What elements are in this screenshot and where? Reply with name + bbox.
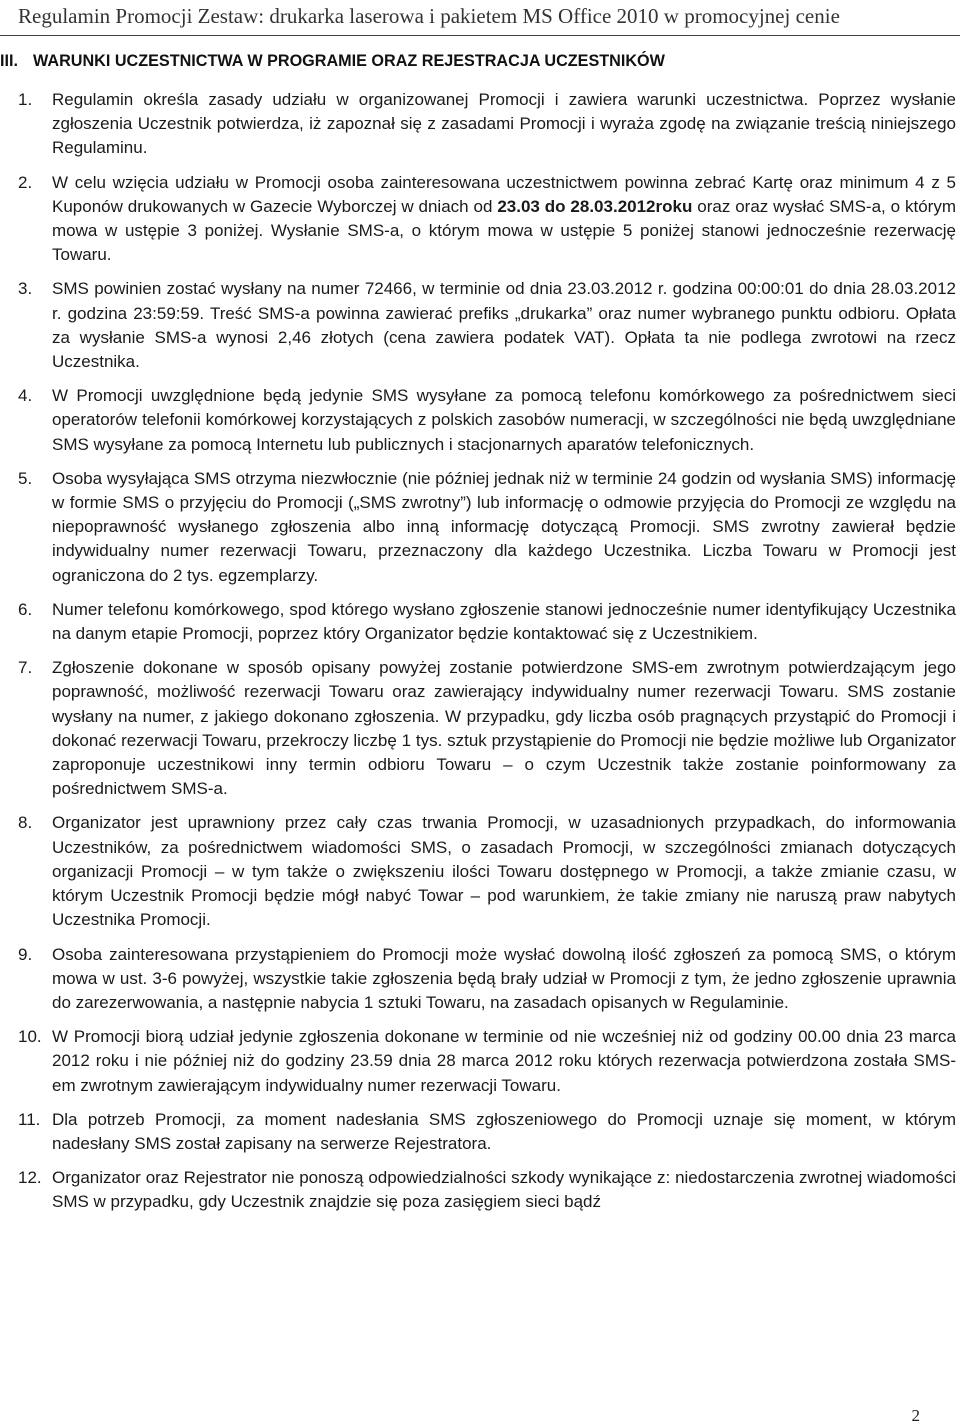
item-number: 12. [18,1168,42,1188]
list-item [0,384,960,457]
section-heading [0,52,960,71]
item-text: oraz oraz wysłać SMS-a, o którym mowa w ustępie 3 poniżej. Wysłanie SMS-a, o którym mowa w ustępie 5 poniżej stanowi jednocześnie rezerwację Towaru. [52,196,956,265]
section-number: III. [0,52,18,70]
item-text: Numer telefonu komórkowego, spod którego wysłano zgłoszenie stanowi jednocześnie numer identyfikujący Uczestnika na danym etapie Promocji, poprzez który Organizator będzie kontaktować się z Uczestnikiem. [52,599,956,644]
item-text: Organizator jest uprawniony przez cały czas trwania Promocji, w uzasadnionych przypadkach, do informowania Uczestników, za pośrednictwem wiadomości SMS, o zasadach Promocji, w szczególności zmianach dotyczących organizacji Promocji – w tym także o zwiększeniu ilości Towaru dostępnego w Promocji, a także zmianie czasu, w którym Uczestnik Promocji będzie mógł nabyć Towar – pod warunkiem, że takie zmiany nie naruszą praw nabytych Uczestnika Promocji. [52,813,956,930]
list-item [0,1166,960,1214]
list-item [0,1025,960,1098]
list-item [0,171,960,268]
item-number: 7. [18,658,33,678]
item-number: 5. [18,468,33,488]
item-number: 8. [18,813,33,833]
item-number: 9. [18,944,33,964]
page-header [0,4,960,34]
item-text: Organizator oraz Rejestrator nie ponoszą odpowiedzialności szkody wynikające z: niedostarczenia zwrotnej wiadomości SMS w przypadku, gdy Uczestnik znajdzie się poza zasięgiem sieci bądź [52,1168,956,1212]
header-title: Zestaw: drukarka laserowa i pakietem MS Office 2010 w promocyjnej cenie [197,4,840,28]
item-text: W Promocji uwzględnione będą jedynie SMS wysyłane za pomocą telefonu komórkowego za pośrednictwem sieci operatorów telefonii komórkowej korzystających z polskich zasobów numeracji, w szczególności nie będą uwzględniane SMS wysyłane za pomocą Internetu lub publicznych i stacjonarnych aparatów telefonicznych. [52,386,956,454]
header-doc-name: Regulamin Promocji [18,4,193,28]
item-text: W Promocji biorą udział jedynie zgłoszenia dokonane w terminie od nie wcześniej niż od godziny 00.00 dnia 23 marca 2012 roku i nie później niż do godziny 23.59 dnia 28 marca 2012 roku których rezerwacja potwierdzona została SMS-em zwrotnym zawierającym indywidualny numer rezerwacji Towaru. [52,1027,956,1095]
item-number: 10. [18,1027,42,1047]
section-title: WARUNKI UCZESTNICTWA W PROGRAMIE ORAZ REJESTRACJA UCZESTNIKÓW [33,52,665,70]
item-number: 6. [18,599,33,619]
item-number: 1. [18,90,33,109]
list-item [0,467,960,588]
list-item [0,811,960,932]
item-text: SMS powinien zostać wysłany na numer 72466, w terminie od dnia 23.03.2012 r. godzina 00:00:01 do dnia 28.03.2012 r. godzina 23:59:59. Treść SMS-a powinna zawierać prefiks „drukarka” oraz numer wybranego punktu odbioru. Opłata za wysłanie SMS-a wynosi 2,46 złotych (cena zawiera podatek VAT). Opłata ta nie podlega zwrotowi na rzecz Uczestnika. [52,279,956,372]
item-text: Dla potrzeb Promocji, za moment nadesłania SMS zgłoszeniowego do Promocji uznaje się moment, w którym nadesłany SMS został zapisany na serwerze Rejestratora. [52,1109,956,1153]
regulation-list [0,88,960,1215]
list-item [0,277,960,374]
page-number: 2 [911,1406,920,1425]
item-text: Osoba wysyłająca SMS otrzyma niezwłocznie (nie później jednak niż w terminie 24 godzin od wysłania SMS) informację w formie SMS o przyjęciu do Promocji („SMS zwrotny”) lub informację o odmowie przyjęcia do Promocji ze względu na niepoprawność wysłanego zgłoszenia albo inną informację dotyczącą Promocji. SMS zwrotny zawierał będzie indywidualny numer rezerwacji Towaru, przeznaczony dla każdego Uczestnika. Liczba Towaru w Promocji jest ograniczona do 2 tys. egzemplarzy. [52,468,956,585]
item-text: Osoba zainteresowana przystąpieniem do Promocji może wysłać dowolną ilość zgłoszeń za pomocą SMS, o którym mowa w ust. 3-6 powyżej, wszystkie takie zgłoszenia będą brały udział w Promocji z tym, że jedno zgłoszenie uprawnia do zarezerwowania, a następnie nabycia 1 sztuki Towaru, na zasadach opisanych w Regulaminie. [52,944,956,1012]
item-date-range: 23.03 do 28.03.2012roku [497,196,693,216]
item-number: 4. [18,386,33,406]
item-text: Zgłoszenie dokonane w sposób opisany powyżej zostanie potwierdzone SMS-em zwrotnym potwierdzającym jego poprawność, możliwość rezerwacji Towaru oraz zawierający indywidualny numer rezerwacji Towaru. SMS zostanie wysłany na numer, z jakiego dokonano zgłoszenia. W przypadku, gdy liczba osób pragnących przystąpić do Promocji i dokonać rezerwacji Towaru, przekroczy liczbę 1 tys. sztuk przystąpienie do Promocji nie będzie możliwe lub Organizator zaproponuje uczestnikowi inny termin odbioru Towaru – o czym Uczestnik także zostanie poinformowany za pośrednictwem SMS-a. [52,658,956,799]
item-text: W celu wzięcia udziału w Promocji osoba zainteresowana uczestnictwem powinna zebrać Kartę oraz minimum 4 z 5 Kuponów drukowanych w Gazecie Wyborczej w dniach od [52,172,956,216]
header-divider [0,35,960,36]
list-item [0,656,960,801]
item-text: Regulamin określa zasady udziału w organizowanej Promocji i zawiera warunki uczestnictwa. Poprzez wysłanie zgłoszenia Uczestnik potwierdza, iż zapoznał się z zasadami Promocji i wyraża zgodę na związanie treścią niniejszego Regulaminu. [52,90,956,158]
list-item [0,598,960,646]
item-number: 11. [18,1109,41,1129]
list-item [0,943,960,1016]
list-item [0,1108,960,1156]
item-number: 3. [18,279,33,299]
item-number: 2. [18,172,33,192]
list-item [0,88,960,161]
